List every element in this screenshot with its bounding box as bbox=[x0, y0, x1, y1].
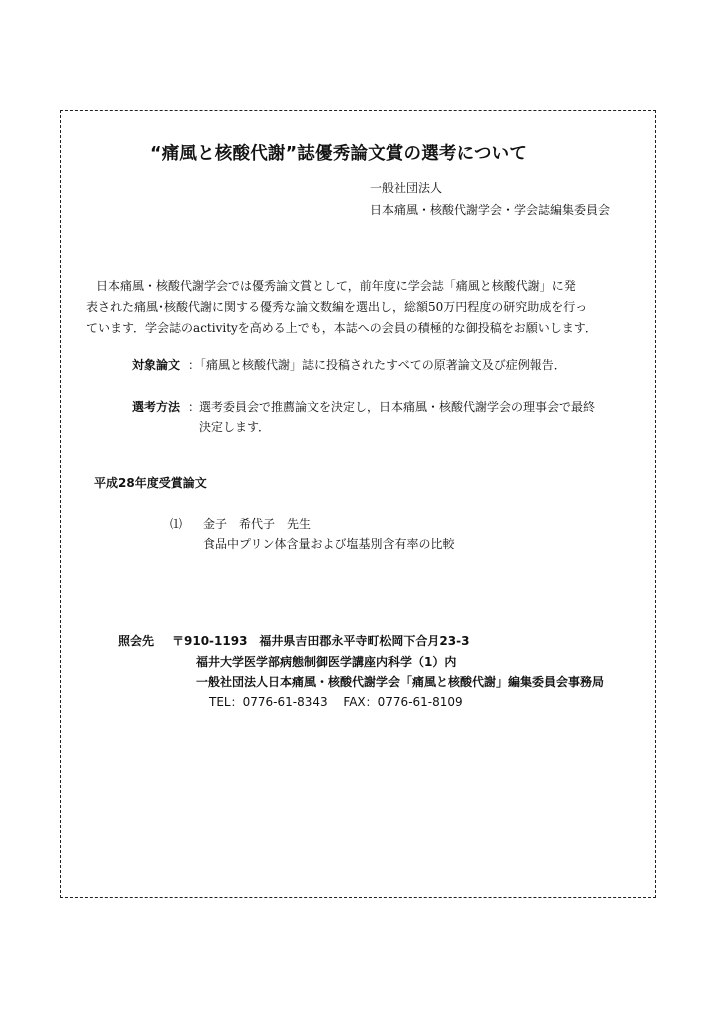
page-border bbox=[60, 110, 656, 898]
contact-address: 〒910-1193 福井県吉田郡永平寺町松岡下合月23-3 bbox=[172, 634, 470, 648]
contact-phone-fax: TEL：0776-61-8343 FAX：0776-61-8109 bbox=[209, 695, 463, 709]
contact-office: 一般社団法人日本痛風・核酸代謝学会「痛風と核酸代謝」編集委員会事務局 bbox=[196, 675, 605, 689]
method-colon: ： bbox=[188, 400, 201, 414]
method-line-2: 決定します． bbox=[199, 420, 271, 434]
organization-line-1: 一般社団法人 bbox=[370, 181, 443, 195]
award-recipient: 金子 希代子 先生 bbox=[203, 517, 312, 531]
method-line-1: 選考委員会で推薦論文を決定し，日本痛風・核酸代謝学会の理事会で最終 bbox=[199, 400, 596, 414]
contact-department: 福井大学医学部病態制御医学講座内科学（1）内 bbox=[196, 655, 457, 669]
award-heading: 平成28年度受賞論文 bbox=[94, 476, 207, 490]
intro-line-2: 表された痛風･核酸代謝に関する優秀な論文数編を選出し，総額50万円程度の研究助成を行っ bbox=[86, 300, 588, 314]
contact-label: 照会先 bbox=[118, 634, 155, 648]
target-label: 対象論文 bbox=[132, 358, 181, 372]
award-paper-title: 食品中プリン体含量および塩基別含有率の比較 bbox=[203, 537, 455, 551]
target-text: ：「痛風と核酸代謝」誌に投稿されたすべての原著論文及び症例報告． bbox=[188, 358, 566, 372]
award-number: ⑴ bbox=[170, 517, 183, 531]
organization-line-2: 日本痛風・核酸代謝学会・学会誌編集委員会 bbox=[370, 203, 611, 217]
intro-line-1: 日本痛風・核酸代謝学会では優秀論文賞として，前年度に学会誌「痛風と核酸代謝」に発 bbox=[96, 279, 576, 293]
intro-line-3: ています．学会誌のactivityを高める上でも，本誌への会員の積極的な御投稿をお願いします． bbox=[86, 321, 597, 335]
page-title: “痛風と核酸代謝”誌優秀論文賞の選考について bbox=[150, 144, 528, 164]
method-label: 選考方法 bbox=[132, 400, 181, 414]
